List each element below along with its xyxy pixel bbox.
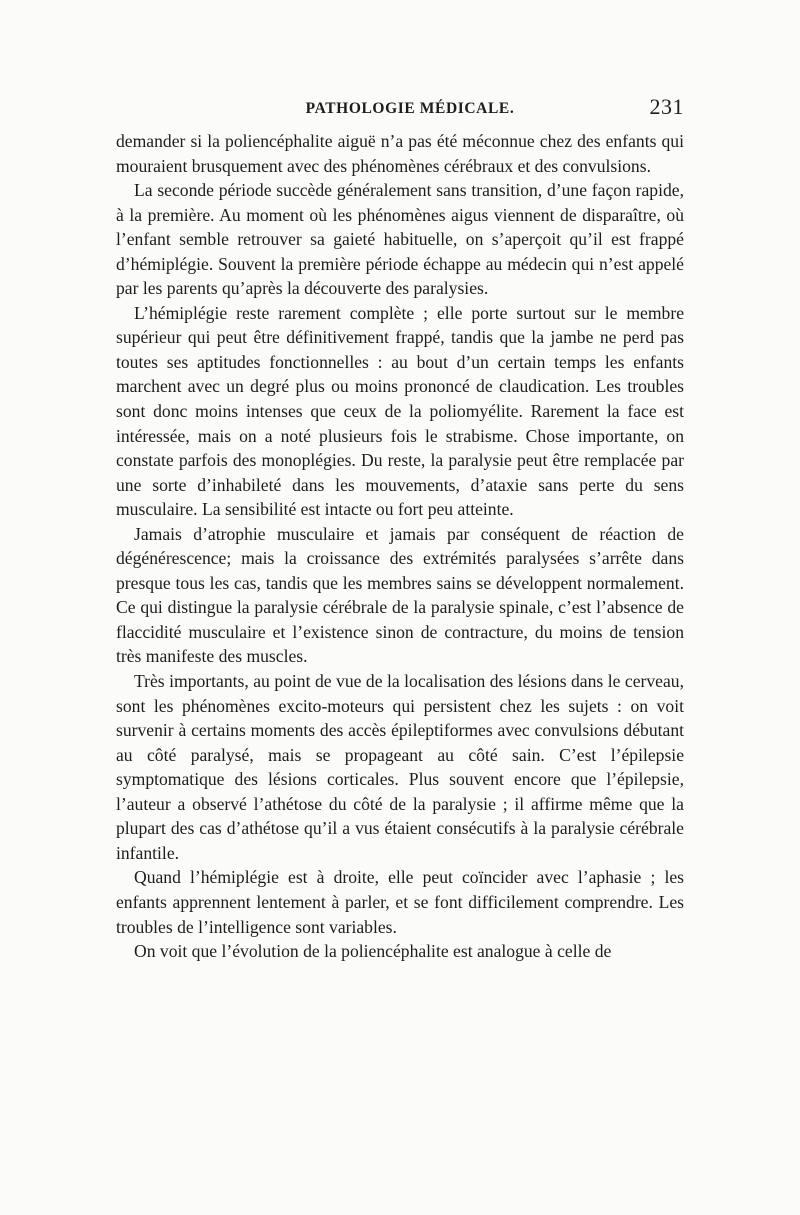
paragraph: Très importants, au point de vue de la localisation des lésions dans le cerveau, sont les phénomènes excito-moteurs qui persistent chez les sujets : on voit survenir à certains moments des accès épileptiformes avec convulsions débutant au côté paralysé, mais se propageant au côté sain. C’est l’épilepsie symptomatique des lésions corticales. Plus souvent encore que l’épilepsie, l’auteur a observé l’athétose du côté de la paralysie ; il affirme même que la plupart des cas d’athétose qu’il a vus étaient consécutifs à la paralysie cérébrale infantile. bbox=[116, 671, 684, 863]
page-header bbox=[116, 94, 684, 122]
text-body bbox=[116, 129, 684, 964]
paragraph-continuation: demander si la poliencéphalite aiguë n’a pas été méconnue chez des enfants qui mouraient brusquement avec des phénomènes cérébraux et des convulsions. bbox=[116, 131, 684, 176]
page-number: 231 bbox=[649, 94, 684, 119]
paragraph: Quand l’hémiplégie est à droite, elle peut coïncider avec l’aphasie ; les enfants apprennent lentement à parler, et se font difficilement comprendre. Les troubles de l’intelligence sont variables. bbox=[116, 867, 684, 937]
paragraph: L’hémiplégie reste rarement complète ; elle porte surtout sur le membre supérieur qui peut être définitivement frappé, tandis que la jambe ne perd pas toutes ses aptitudes fonctionnelles : au bout d’un certain temps les enfants marchent avec un degré plus ou moins prononcé de claudication. Les troubles sont donc moins intenses que ceux de la poliomyélite. Rarement la face est intéressée, mais on a noté plusieurs fois le strabisme. Chose importante, on constate parfois des monoplégies. Du reste, la paralysie peut être remplacée par une sorte d’inhabileté dans les mouvements, d’ataxie sans perte du sens musculaire. La sensibilité est intacte ou fort peu atteinte. bbox=[116, 302, 684, 520]
paragraph-last: On voit que l’évolution de la poliencéphalite est analogue à celle de bbox=[134, 941, 612, 962]
running-title: PATHOLOGIE MÉDICALE. bbox=[305, 100, 515, 117]
paragraph: La seconde période succède généralement sans transition, d’une façon rapide, à la première. Au moment où les phénomènes aigus viennent de disparaître, où l’enfant semble retrouver sa gaieté habituelle, on s’aperçoit qu’il est frappé d’hémiplégie. Souvent la première période échappe au médecin qui n’est appelé par les parents qu’après la découverte des paralysies. bbox=[116, 180, 684, 299]
paragraph: Jamais d’atrophie musculaire et jamais par conséquent de réaction de dégénérescence; mais la croissance des extrémités paralysées s’arrête dans presque tous les cas, tandis que les membres sains se développent normalement. Ce qui distingue la paralysie cérébrale de la paralysie spinale, c’est l’absence de flaccidité musculaire et l’existence sinon de contracture, du moins de tension très manifeste des muscles. bbox=[116, 523, 684, 667]
